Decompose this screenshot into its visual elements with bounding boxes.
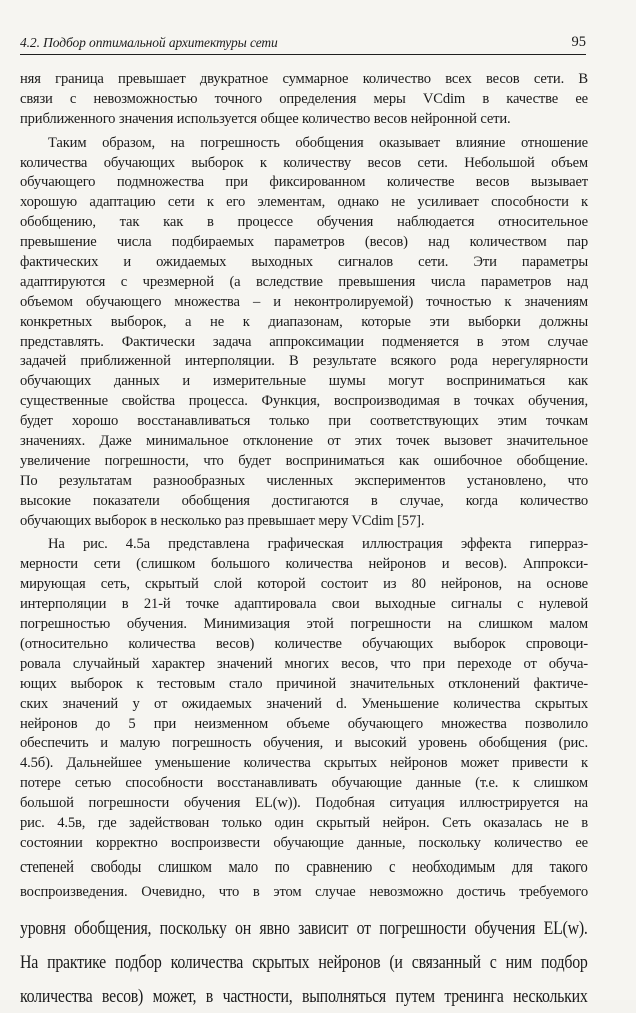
text-line: ющих выборок к тестовым стало причиной значительных отклонений фактиче- xyxy=(20,675,588,692)
page-header xyxy=(20,34,586,55)
text-line: количества обучающих выборок к количеству весов сети. Небольшой объем xyxy=(20,154,588,171)
text-line: объемом обучающего множества – и неконтролируемой) точностью к значениям xyxy=(20,293,588,310)
text-line: 4.5б). Дальнейшее уменьшение количества скрытых нейронов может привести к xyxy=(20,755,588,772)
text-line: погрешностью обучения. Минимизация этой погрешности на слишком малом xyxy=(20,616,588,633)
text-line: существенные свойства процесса. Функция, воспроизводимая в точках обучения, xyxy=(20,393,588,410)
text-line: фактических и ожидаемых выходных сигналов сети. Эти параметры xyxy=(20,254,588,271)
text-line: По результатам разнообразных численных экспериментов установлено, что xyxy=(20,472,588,489)
text-line: хорошую адаптацию сети к его элементам, однако не усиливает способности к xyxy=(20,194,588,211)
text-line: высокие показатели обобщения достигаются в случае, когда количество xyxy=(20,492,588,509)
text-line: состоянии корректно воспроизвести обучающие данные, поскольку количество ее xyxy=(20,834,588,851)
text-line: На рис. 4.5а представлена графическая иллюстрация эффекта гиперраз- xyxy=(48,536,588,553)
text-line: задачей приближенной интерполяции. В результате всякого рода нерегулярности xyxy=(20,353,588,370)
paragraph-2 xyxy=(20,134,588,532)
text-line: уровня обобщения, поскольку он явно зависит от погрешности обучения EL(w). xyxy=(20,918,588,939)
text-line: значениях. Даже минимальное отклонение от этих точек вызовет значительное xyxy=(20,433,588,450)
text-line: обучающих данных и измерительные шумы могут восприниматься как xyxy=(20,373,588,390)
running-title: 4.2. Подбор оптимальной архитектуры сети xyxy=(20,35,278,50)
text-line: связи с невозможностью точного определения меры VCdim в качестве ее xyxy=(20,90,588,107)
text-line: степеней свободы слишком мало по сравнению с необходимым для такого xyxy=(20,856,588,876)
text-line: интерполяции в 21-й точке адаптировала свои выходные сигналы с нулевой xyxy=(20,596,588,613)
text-line: мерности сети (слишком большого количества нейронов и весов). Аппрокси- xyxy=(20,556,588,573)
text-line: няя граница превышает двукратное суммарное количество всех весов сети. В xyxy=(20,71,588,87)
text-line: увеличение погрешности, что будет восприниматься как ошибочное обобщение. xyxy=(20,452,588,469)
text-line: ровала случайный характер значений многих весов, что при переходе от обуча- xyxy=(20,655,588,672)
text-line: нейронов до 5 при неизменном объеме обучающего множества позволило xyxy=(20,715,588,732)
text-line: большой погрешности обучения EL(w)). Подобная ситуация иллюстрируется на xyxy=(20,795,588,812)
text-line: приближенного значения используется общее количество весов нейронной сети. xyxy=(20,110,511,127)
text-line: адаптируются с чрезмерной (а вследствие превышения числа параметров над xyxy=(20,273,588,290)
text-line: представлять. Фактически задача аппроксимации подменяется в этом случае xyxy=(20,333,588,350)
paragraph-1 xyxy=(20,70,588,130)
body-text xyxy=(20,70,588,1013)
page-number: 95 xyxy=(571,34,586,50)
text-line: будет хорошо восстанавливаться только при соответствующих этим точкам xyxy=(20,413,588,430)
text-line: Таким образом, на погрешность обобщения оказывает влияние отношение xyxy=(48,134,588,151)
text-line: количества весов) может, в частности, выполняться путем тренинга нескольких xyxy=(20,986,588,1007)
text-line: (относительно количества весов) количестве обучающих выборок спровоци- xyxy=(20,635,588,652)
text-line: превышение числа подбираемых параметров (весов) над количеством пар xyxy=(20,234,588,251)
text-line: рис. 4.5в, где задействован только один скрытый нейрон. Сеть оказалась не в xyxy=(20,814,588,831)
paragraph-3 xyxy=(20,535,588,1012)
text-line: потере сетью способности восстанавливать обучающие данные (т.е. к слишком xyxy=(20,775,588,792)
text-line: обеспечить и малую погрешность обучения, и высокий уровень обобщения (рис. xyxy=(20,735,588,752)
text-line: На практике подбор количества скрытых нейронов (и связанный с ним подбор xyxy=(20,952,588,973)
text-line: воспроизведения. Очевидно, что в этом случае невозможно достичь требуемого xyxy=(20,883,588,900)
text-line: обучающего подмножества при фиксированном количестве весов вызывает xyxy=(20,174,588,191)
text-line: обучающих выборок в несколько раз превышает меру VCdim [57]. xyxy=(20,512,425,529)
text-line: мирующая сеть, скрытый слой которой состоит из 80 нейронов, на основе xyxy=(20,576,588,593)
text-line: конкретных выборок, а не к диапазонам, которые эти выборки должны xyxy=(20,313,588,330)
text-line: обобщению, так как в процессе обучения наблюдается относительное xyxy=(20,214,588,231)
text-line: ских значений y от ожидаемых значений d. Уменьшение количества скрытых xyxy=(20,695,588,712)
